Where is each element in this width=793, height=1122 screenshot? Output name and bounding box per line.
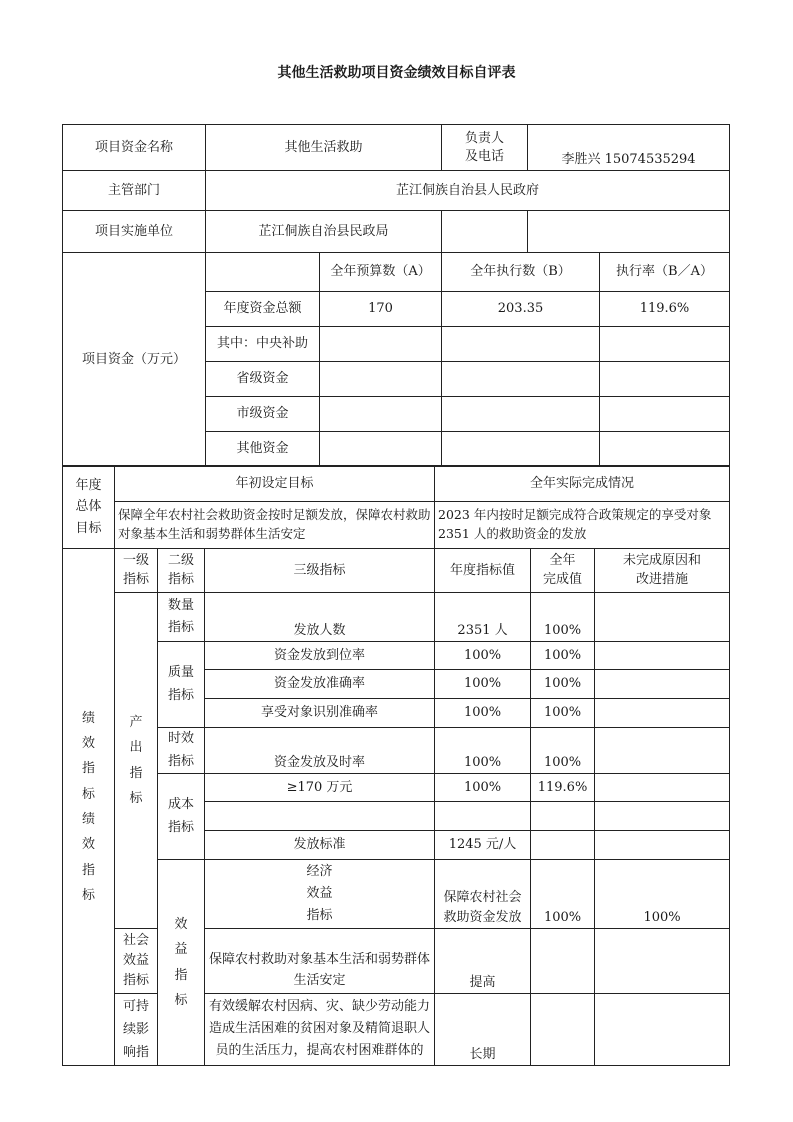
side-char: 标	[81, 786, 95, 802]
indicator-name: 有效缓解农村因病、灾、缺少劳动能力造成生活困难的贫困对象及精简退职人员的生活压力，提高农村困难群体的	[205, 994, 435, 1066]
side-char: 绩	[81, 812, 95, 827]
header-reason-line: 未完成原因和	[623, 552, 702, 568]
output-char: 标	[129, 790, 143, 806]
contact-label-line1: 负责人	[465, 130, 505, 146]
indicator-name: 发放标准	[205, 831, 435, 860]
indicator-target	[435, 802, 531, 831]
performance-table	[62, 465, 730, 1066]
indicators-side-label	[63, 549, 115, 1066]
indicator-name: 保障农村救助对象基本生活和弱势群体生活安定	[205, 929, 435, 994]
funds-col-exec: 全年执行数（B）	[442, 253, 600, 292]
output-indicator-label	[115, 593, 158, 929]
indicator-name: 资金发放准确率	[205, 670, 435, 699]
indicator-reason	[595, 994, 730, 1066]
side-char: 指	[81, 862, 95, 878]
category-line: 续影	[122, 1021, 149, 1037]
funds-row-exec	[442, 432, 600, 467]
header-reason-line: 改进措施	[636, 571, 689, 587]
header-done-line: 全年	[549, 552, 576, 568]
funds-col-budget: 全年预算数（A）	[320, 253, 442, 292]
category-line: 指标	[167, 620, 194, 635]
indicator-done: 100%	[595, 860, 730, 929]
indicator-name: 发放人数	[205, 593, 435, 642]
header-level1	[115, 549, 158, 593]
side-char: 指	[81, 761, 95, 777]
funds-row-exec	[442, 362, 600, 397]
quantity-category	[158, 593, 205, 642]
benefit-char: 效	[174, 916, 188, 932]
category-line: 指标	[167, 753, 194, 769]
funds-row-rate: 119.6%	[600, 292, 730, 327]
goals-label-line: 目标	[75, 520, 102, 536]
benefit-char: 标	[174, 992, 188, 1008]
funds-row-exec	[442, 327, 600, 362]
indicator-done: 100%	[531, 593, 595, 642]
indicator-name: 保障农村社会救助资金发放	[435, 860, 531, 929]
indicator-reason	[595, 728, 730, 774]
funds-row-rate	[600, 327, 730, 362]
header-level2-line: 二级	[167, 552, 194, 568]
goals-set-text: 保障全年农村社会救助资金按时足额发放，保障农村救助对象基本生活和弱势群体生活安定	[115, 502, 435, 549]
benefit-char: 指	[174, 967, 188, 983]
header-level1-line: 指标	[122, 571, 149, 587]
indicator-reason	[595, 802, 730, 831]
indicator-name: ≥170 万元	[205, 774, 435, 802]
indicator-target: 提高	[435, 929, 531, 994]
impl-empty-cell	[442, 211, 528, 253]
funds-row-budget	[320, 327, 442, 362]
economic-category	[205, 860, 435, 929]
funds-row-budget	[320, 362, 442, 397]
page-title: 其他生活救助项目资金绩效目标自评表	[277, 65, 516, 81]
header-level1-line: 一级	[122, 552, 149, 568]
category-line: 效益	[122, 952, 149, 968]
indicator-done: 119.6%	[531, 774, 595, 802]
indicator-name: 资金发放到位率	[205, 642, 435, 670]
indicator-done: 100%	[531, 642, 595, 670]
contact-value: 李胜兴 15074535294	[528, 125, 730, 171]
header-done	[531, 549, 595, 593]
cost-category	[158, 774, 205, 860]
category-line: 社会	[122, 932, 149, 948]
project-info-table	[62, 124, 730, 467]
side-char: 效	[81, 735, 95, 751]
funds-header-empty	[206, 253, 320, 292]
goals-label	[63, 466, 115, 549]
indicator-target: 100%	[435, 670, 531, 699]
funds-row-label: 年度资金总额	[206, 292, 320, 327]
indicator-name: 享受对象识别准确率	[205, 699, 435, 728]
header-level2-line: 指标	[167, 571, 194, 587]
output-char: 指	[129, 765, 143, 781]
contact-label-line2: 及电话	[465, 148, 505, 164]
indicator-target: 100%	[435, 728, 531, 774]
goals-actual-text: 2023 年内按时足额完成符合政策规定的享受对象 2351 人的救助资金的发放	[435, 502, 730, 549]
indicator-reason	[595, 774, 730, 802]
side-char: 标	[81, 888, 95, 904]
indicator-done	[531, 994, 595, 1066]
indicator-target: 2351 人	[435, 593, 531, 642]
funds-row-budget: 170	[320, 292, 442, 327]
category-line: 指标	[167, 687, 194, 703]
category-line: 质量	[167, 665, 194, 681]
indicator-reason	[595, 670, 730, 699]
header-level3: 三级指标	[205, 549, 435, 593]
indicator-target: 100%	[435, 774, 531, 802]
header-reason	[595, 549, 730, 593]
social-category	[115, 929, 158, 994]
benefit-char: 益	[174, 942, 188, 958]
category-line: 效益	[306, 885, 333, 901]
funds-row-exec: 203.35	[442, 292, 600, 327]
indicator-name: 资金发放及时率	[205, 728, 435, 774]
category-line: 成本	[167, 797, 194, 813]
dept-value: 芷江侗族自治县人民政府	[206, 171, 730, 211]
contact-label	[442, 125, 528, 171]
indicator-target: 100%	[435, 699, 531, 728]
impl-label: 项目实施单位	[63, 211, 206, 253]
indicator-done: 100%	[531, 670, 595, 699]
project-name-label: 项目资金名称	[63, 125, 206, 171]
indicator-reason	[595, 593, 730, 642]
category-line: 时效	[167, 731, 194, 747]
sustainable-category	[115, 994, 158, 1066]
category-line: 指标	[122, 973, 149, 989]
category-line: 经济	[306, 863, 333, 879]
funds-row-label: 其中：中央补助	[206, 327, 320, 362]
indicator-done: 100%	[531, 728, 595, 774]
category-line: 响指	[122, 1044, 149, 1060]
side-char: 效	[81, 837, 95, 853]
side-char: 绩	[81, 710, 95, 726]
impl-value: 芷江侗族自治县民政局	[206, 211, 442, 253]
goals-set-header: 年初设定目标	[115, 466, 435, 502]
funds-row-exec	[442, 397, 600, 432]
indicator-name	[205, 802, 435, 831]
indicator-target: 100%	[435, 642, 531, 670]
category-line: 指标	[306, 908, 333, 924]
indicator-target: 100%	[531, 860, 595, 929]
indicator-done	[531, 831, 595, 860]
header-done-line: 完成值	[543, 571, 583, 587]
output-char: 出	[129, 740, 143, 756]
category-line: 数量	[167, 597, 194, 613]
indicator-reason	[595, 699, 730, 728]
indicator-reason	[595, 831, 730, 860]
category-line: 指标	[167, 819, 194, 835]
funds-row-rate	[600, 397, 730, 432]
dept-label: 主管部门	[63, 171, 206, 211]
funds-row-label: 省级资金	[206, 362, 320, 397]
goals-actual-header: 全年实际完成情况	[435, 466, 730, 502]
indicator-reason	[595, 642, 730, 670]
indicator-target: 1245 元/人	[435, 831, 531, 860]
project-name-value: 其他生活救助	[206, 125, 442, 171]
funds-label: 项目资金（万元）	[63, 253, 206, 467]
indicator-done: 100%	[531, 699, 595, 728]
funds-row-rate	[600, 362, 730, 397]
quality-category	[158, 642, 205, 728]
indicator-done	[531, 929, 595, 994]
goals-label-line: 年度	[75, 477, 102, 493]
goals-label-line: 总体	[75, 499, 102, 515]
funds-col-rate: 执行率（B／A）	[600, 253, 730, 292]
indicator-reason	[595, 929, 730, 994]
header-target: 年度指标值	[435, 549, 531, 593]
funds-row-budget	[320, 397, 442, 432]
header-level2	[158, 549, 205, 593]
output-char: 产	[129, 714, 143, 730]
funds-row-rate	[600, 432, 730, 467]
funds-row-budget	[320, 432, 442, 467]
benefit-indicator-label	[158, 860, 205, 1066]
funds-row-label: 其他资金	[206, 432, 320, 467]
indicator-target: 长期	[435, 994, 531, 1066]
funds-row-label: 市级资金	[206, 397, 320, 432]
timeliness-category	[158, 728, 205, 774]
impl-empty-cell-2	[528, 211, 730, 253]
indicator-done	[531, 802, 595, 831]
category-line: 可持	[122, 999, 149, 1014]
